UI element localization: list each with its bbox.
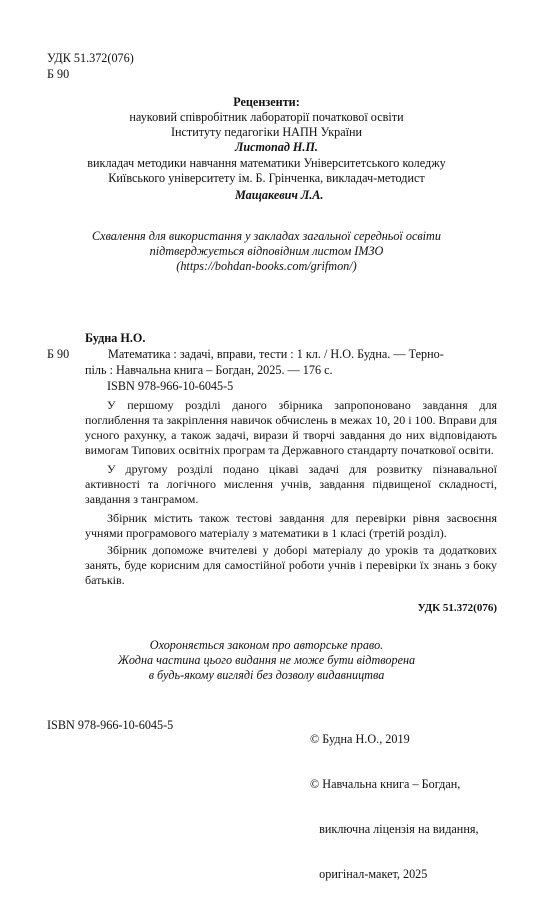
abstract-paragraph: Збірник містить також тестові завдання для перевірки рівня засвоєння учнями програмового матеріалу з математики в 1 класі (третій розділ). <box>85 511 497 540</box>
reviewer-2-name: Мащакевич Л.А. <box>235 188 324 202</box>
copyright-notice <box>0 638 533 683</box>
reviewer-2-block <box>0 156 533 186</box>
abstract-paragraph: Збірник допоможе вчителеві у доборі матеріалу до уроків та додаткових занять, буде корисним для самостійної роботи учнів і перевірки їх знань з боку батьків. <box>85 543 497 587</box>
bib-isbn: ISBN 978-966-10-6045-5 <box>107 379 234 393</box>
reviewer-1-line: науковий співробітник лабораторії початкової освіти <box>129 110 404 124</box>
abstract-paragraph: У першому розділі даного збірника запропоновано завдання для поглиблення та закріплення навичок обчислень в межах 10, 20 і 100. Вправи для усного рахунку, а також задачі, вирази й творчі завдання до них відповідають вимогам Типових освітніх програм та Державного стандарту початкової освіти. <box>85 398 498 457</box>
udc-code: УДК 51.372(076) <box>47 51 134 65</box>
reviewer-1-name: Листопад Н.П. <box>235 140 318 154</box>
abstract <box>85 398 497 588</box>
reviewers-block <box>0 95 533 140</box>
bib-mark: Б 90 <box>47 347 70 361</box>
copyright-line: виключна ліцензія на видання, <box>310 822 479 836</box>
reviewer-2-line: Київського університету ім. Б. Грінченка, викладач-методист <box>108 171 425 185</box>
approval-block <box>0 229 533 274</box>
notice-line: Охороняється законом про авторське право. <box>149 638 384 652</box>
copyright-line: © Навчальна книга – Богдан, <box>310 777 461 791</box>
bib-author: Будна Н.О. <box>85 331 146 345</box>
reviewers-heading: Рецензенти: <box>233 95 300 109</box>
reviewer-2-line: викладач методики навчання математики Університетського коледжу <box>87 156 446 170</box>
footer-isbn: ISBN 978-966-10-6045-5 <box>47 718 174 732</box>
notice-line: в будь-якому вигляді без дозволу видавництва <box>148 668 385 682</box>
udc-bottom: УДК 51.372(076) <box>417 602 497 614</box>
copyright-line: оригінал-макет, 2025 <box>310 867 428 881</box>
reviewer-1-line: Інституту педагогіки НАПН України <box>170 125 363 139</box>
author-mark: Б 90 <box>47 67 70 81</box>
abstract-paragraph: У другому розділі подано цікаві задачі для розвитку пізнавальної активності та логічного мислення учнів, завдання підвищеної складності, завдання з танграмом. <box>85 462 497 506</box>
notice-line: Жодна частина цього видання не може бути відтворена <box>117 653 416 667</box>
bib-line-2: піль : Навчальна книга – Богдан, 2025. — 176 с. <box>85 363 333 377</box>
approval-url: (https://bohdan-books.com/grifmon/) <box>176 259 357 273</box>
bib-line-1: Математика : задачі, вправи, тести : 1 кл. / Н.О. Будна. — Терно- <box>108 347 444 361</box>
copyright-line: © Будна Н.О., 2019 <box>310 732 410 746</box>
approval-line: підтверджується відповідним листом ІМЗО <box>149 244 384 258</box>
approval-line: Схвалення для використання у закладах загальної середньої освіти <box>92 229 441 243</box>
